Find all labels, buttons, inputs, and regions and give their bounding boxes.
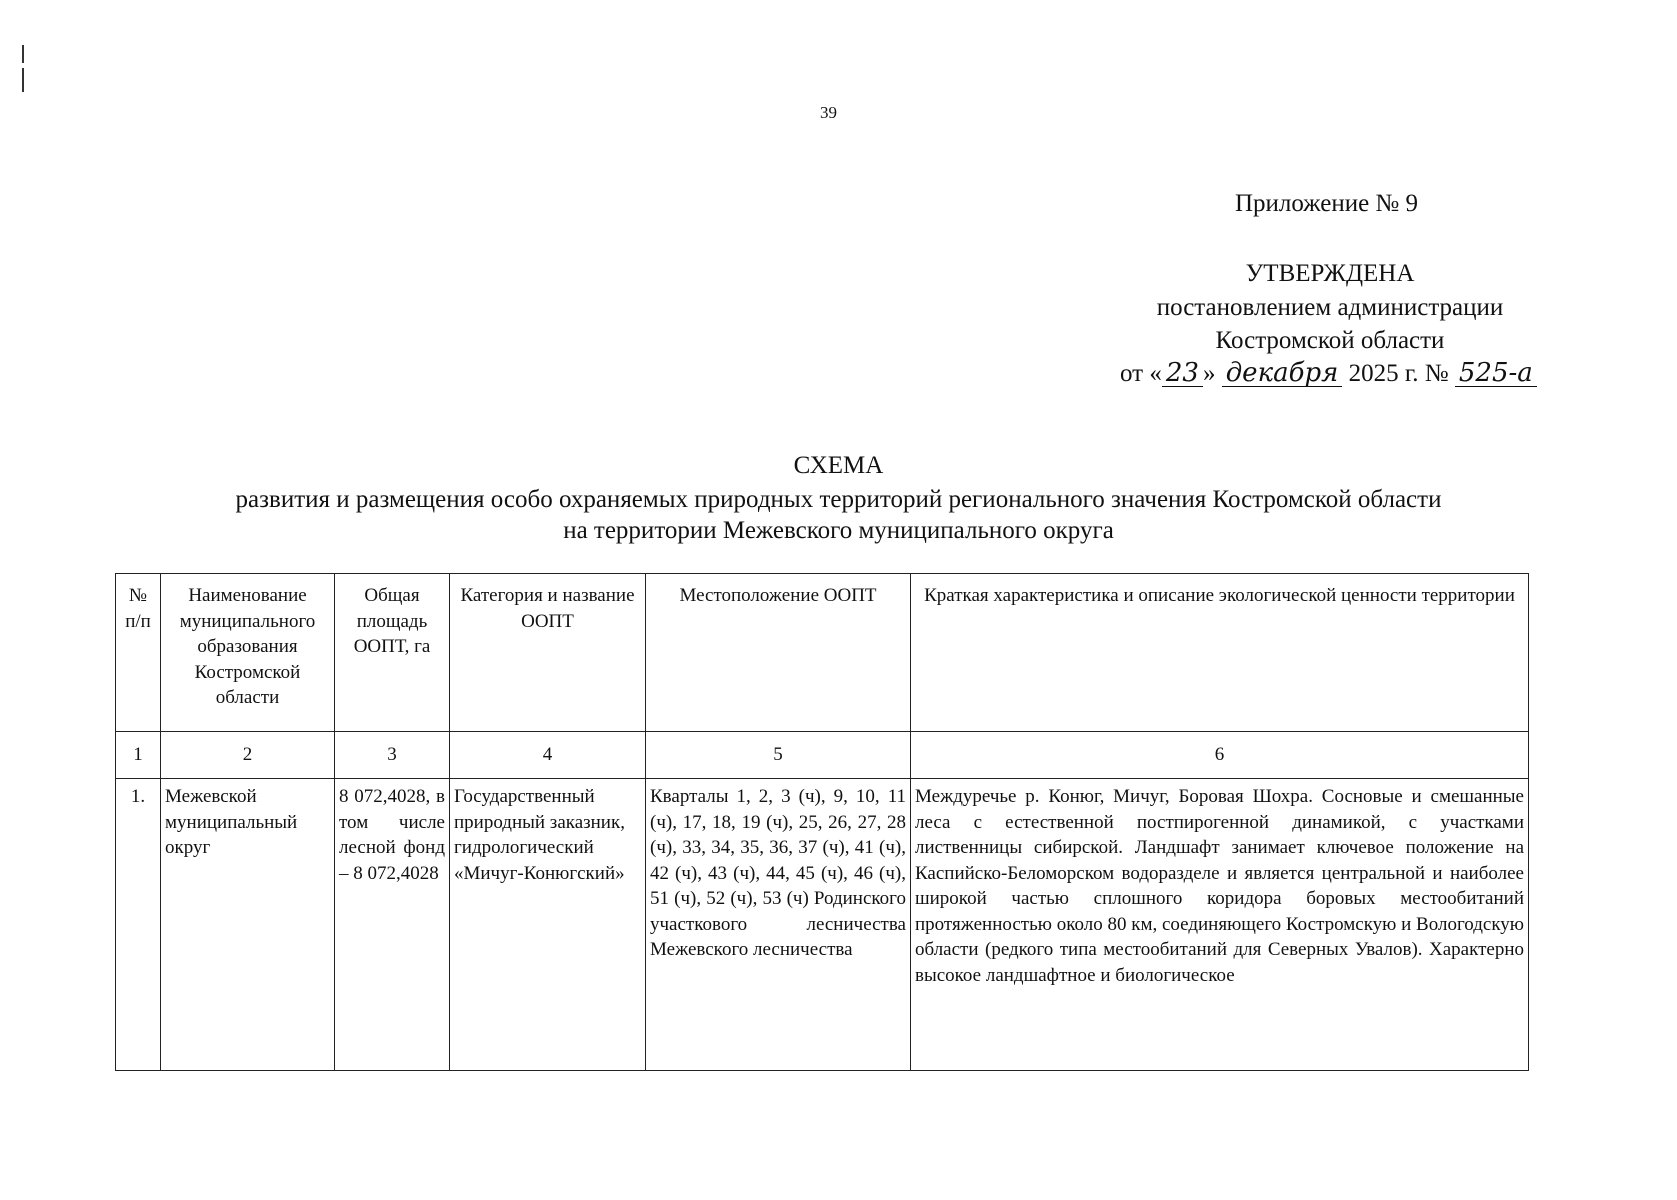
appendix-label: Приложение № 9 bbox=[1235, 190, 1419, 217]
category-cell: Государственный природный заказник, гидрологический «Мичуг-Конюгский» bbox=[450, 779, 646, 1071]
column-number: 3 bbox=[335, 732, 450, 779]
scan-margin-mark bbox=[22, 45, 24, 63]
municipality-cell: Межевской муниципальный округ bbox=[161, 779, 335, 1071]
column-number: 4 bbox=[450, 732, 646, 779]
header-cell: Краткая характеристика и описание экологической ценности территории bbox=[911, 574, 1529, 732]
approval-region: Костромской области bbox=[1215, 327, 1445, 354]
document-subtitle: развития и размещения особо охраняемых природных территорий регионального значения Костромской области bbox=[235, 486, 1442, 513]
document-subtitle-line2: на территории Межевского муниципального округа bbox=[563, 517, 1114, 544]
page-number: 39 bbox=[820, 103, 837, 122]
header-cell: Категория и название ООПТ bbox=[450, 574, 646, 732]
column-number: 1 bbox=[116, 732, 161, 779]
handwritten-doc-number: 525-а bbox=[1455, 360, 1537, 387]
table-row bbox=[116, 779, 1529, 1071]
header-cell: Местоположение ООПТ bbox=[646, 574, 911, 732]
header-cell: Наименование муниципального образования Костромской области bbox=[161, 574, 335, 732]
column-number-row bbox=[116, 732, 1529, 779]
column-number: 2 bbox=[161, 732, 335, 779]
area-cell: 8 072,4028, в том числе лесной фонд – 8 072,4028 bbox=[335, 779, 450, 1071]
location-cell: Кварталы 1, 2, 3 (ч), 9, 10, 11 (ч), 17, 18, 19 (ч), 25, 26, 27, 28 (ч), 33, 34, 35, 36, 37 (ч), 41 (ч), 42 (ч), 43 (ч), 44, 45 (ч), 46 (ч), 51 (ч), 52 (ч), 53 (ч) Родинского участкового лесничества Межевского лесничества bbox=[646, 779, 911, 1071]
handwritten-day: 23 bbox=[1162, 360, 1203, 387]
approval-authority: постановлением администрации bbox=[1156, 294, 1504, 321]
handwritten-month: декабря bbox=[1222, 360, 1343, 387]
schema-table bbox=[115, 573, 1529, 1071]
table-header-row bbox=[116, 574, 1529, 732]
document-title: СХЕМА bbox=[793, 452, 884, 479]
column-number: 5 bbox=[646, 732, 911, 779]
year-and-number-label: 2025 г. № bbox=[1348, 360, 1449, 387]
description-cell: Междуречье р. Конюг, Мичуг, Боровая Шохра. Сосновые и смешанные леса с естественной постпирогенной динамикой, с участками лиственницы сибирской. Ландшафт занимает ключевое положение на Каспийско-Беломорском водоразделе и является центральной и наиболее широкой частью сплошного коридора боровых местообитаний протяженностью около 80 км, соединяющего Костромскую и Вологодскую области (редкого типа местообитаний для Северных Увалов). Характерно высокое ландшафтное и биологическое bbox=[911, 779, 1529, 1071]
column-number: 6 bbox=[911, 732, 1529, 779]
scan-margin-mark bbox=[22, 68, 24, 92]
header-cell: № п/п bbox=[116, 574, 161, 732]
date-mid: » bbox=[1202, 360, 1216, 387]
date-prefix: от « bbox=[1120, 360, 1162, 387]
approval-date-line bbox=[1120, 360, 1537, 388]
row-number: 1. bbox=[116, 779, 161, 1071]
header-cell: Общая площадь ООПТ, га bbox=[335, 574, 450, 732]
approved-label: УТВЕРЖДЕНА bbox=[1245, 260, 1415, 287]
